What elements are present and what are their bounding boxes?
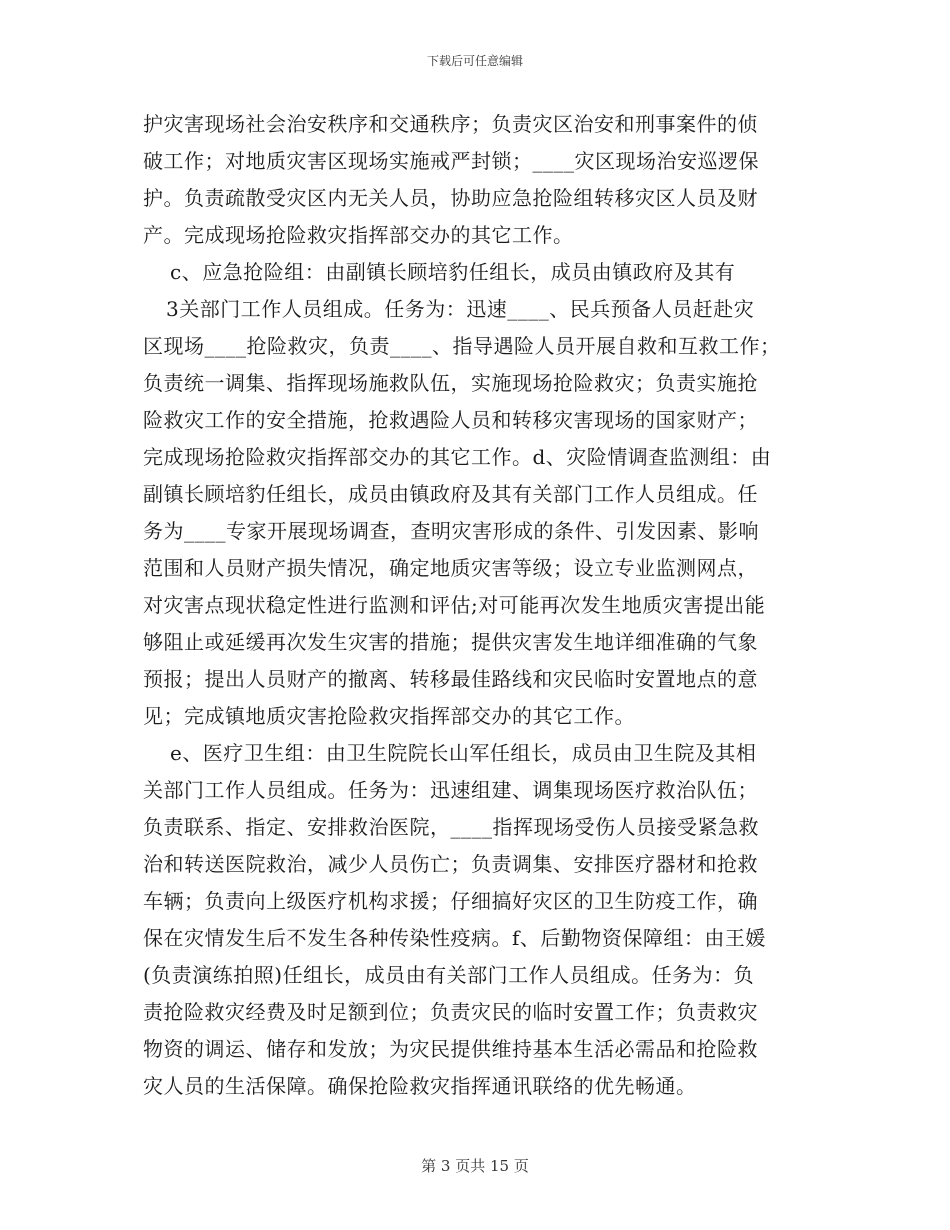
text-line: 完成现场抢险救灾指挥部交办的其它工作。d、灾险情调查监测组：由 bbox=[143, 445, 772, 469]
text-line: 产。完成现场抢险救灾指挥部交办的其它工作。 bbox=[143, 223, 574, 247]
text-line: 负责联系、指定、安排救治医院，____指挥现场受伤人员接受紧急救 bbox=[143, 815, 759, 839]
text-line: 险救灾工作的安全措施，抢救遇险人员和转移灾害现场的国家财产； bbox=[143, 408, 758, 432]
text-line: e、医疗卫生组：由卫生院院长山军任组长，成员由卫生院及其相 bbox=[170, 741, 757, 765]
text-line: 车辆；负责向上级医疗机构求援；仔细搞好灾区的卫生防疫工作，确 bbox=[143, 889, 758, 913]
text-line: 灾人员的生活保障。确保抢险救灾指挥通讯联络的优先畅通。 bbox=[143, 1074, 697, 1098]
text-line: 务为____专家开展现场调查，查明灾害形成的条件、引发因素、影响 bbox=[143, 519, 759, 543]
text-line: 破工作；对地质灾害区现场实施戒严封锁；____灾区现场治安巡逻保 bbox=[143, 149, 759, 173]
text-line: 预报；提出人员财产的撤离、转移最佳路线和灾民临时安置地点的意 bbox=[143, 667, 758, 691]
text-line: c、应急抢险组：由副镇长顾培豹任组长，成员由镇政府及其有 bbox=[170, 260, 736, 284]
text-line: 范围和人员财产损失情况，确定地质灾害等级；设立专业监测网点， bbox=[143, 556, 758, 580]
page-header: 下载后可任意编辑 bbox=[426, 54, 523, 68]
text-line: 副镇长顾培豹任组长，成员由镇政府及其有关部门工作人员组成。任 bbox=[143, 482, 758, 506]
text-line: 负责统一调集、指挥现场施救队伍，实施现场抢险救灾；负责实施抢 bbox=[143, 371, 758, 395]
text-line: 物资的调运、储存和发放；为灾民提供维持基本生活必需品和抢险救 bbox=[143, 1037, 758, 1061]
text-line: 区现场____抢险救灾，负责____、指导遇险人员开展自救和互救工作； bbox=[143, 334, 781, 358]
text-line: (负责演练拍照)任组长，成员由有关部门工作人员组成。任务为：负 bbox=[143, 963, 755, 987]
document-body bbox=[143, 106, 811, 1105]
text-line: 治和转送医院救治，减少人员伤亡；负责调集、安排医疗器材和抢救 bbox=[143, 852, 758, 876]
text-line: 责抢险救灾经费及时足额到位；负责灾民的临时安置工作；负责救灾 bbox=[143, 1000, 758, 1024]
text-line: 护。负责疏散受灾区内无关人员，协助应急抢险组转移灾区人员及财 bbox=[143, 186, 758, 210]
text-line: 关部门工作人员组成。任务为：迅速组建、调集现场医疗救治队伍； bbox=[143, 778, 758, 802]
page-footer: 第 3 页共 15 页 bbox=[421, 1157, 529, 1175]
text-line: 护灾害现场社会治安秩序和交通秩序；负责灾区治安和刑事案件的侦 bbox=[143, 112, 758, 136]
text-line: 保在灾情发生后不发生各种传染性疫病。f、后勤物资保障组：由王媛 bbox=[143, 926, 766, 950]
text-line: 对灾害点现状稳定性进行监测和评估;对可能再次发生地质灾害提出能 bbox=[143, 593, 766, 617]
text-line: 3关部门工作人员组成。任务为：迅速____、民兵预备人员赶赴灾 bbox=[166, 297, 755, 321]
text-line: 见；完成镇地质灾害抢险救灾指挥部交办的其它工作。 bbox=[143, 704, 635, 728]
text-line: 够阻止或延缓再次发生灾害的措施；提供灾害发生地详细准确的气象 bbox=[143, 630, 758, 654]
